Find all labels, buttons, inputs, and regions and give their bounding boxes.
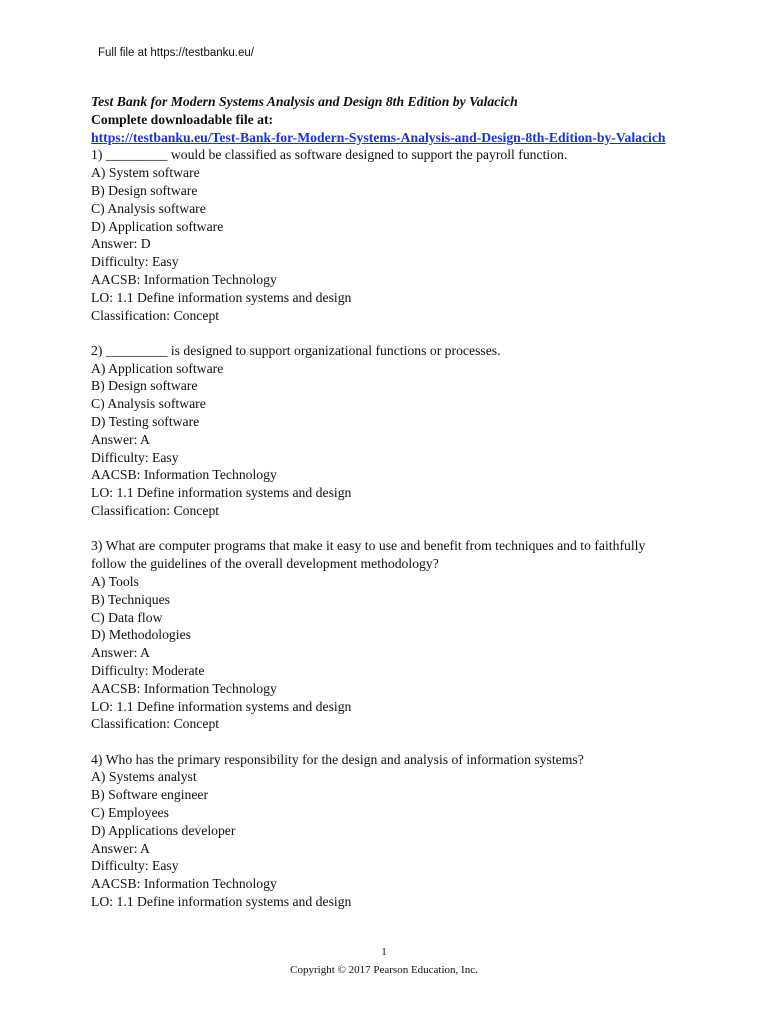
download-link[interactable]: https://testbanku.eu/Test-Bank-for-Modern-Systems-Analysis-and-Design-8th-Edition-by-Valacich	[91, 129, 666, 145]
answer-option: D) Methodologies	[91, 627, 191, 643]
classification: Classification: Concept	[91, 716, 220, 732]
document-body	[91, 93, 681, 928]
answer-option: A) Systems analyst	[91, 769, 197, 785]
correct-answer: Answer: A	[91, 840, 150, 856]
correct-answer: Answer: D	[91, 236, 151, 252]
question-prompt: 4) Who has the primary responsibility for the design and analysis of information systems?	[91, 751, 584, 767]
answer-option: B) Design software	[91, 182, 198, 198]
answer-option: B) Techniques	[91, 591, 170, 607]
classification: Classification: Concept	[91, 503, 220, 519]
aacsb-tag: AACSB: Information Technology	[91, 467, 277, 483]
answer-option: C) Data flow	[91, 609, 163, 625]
page-number: 1	[381, 946, 387, 958]
difficulty: Difficulty: Easy	[91, 254, 179, 270]
correct-answer: Answer: A	[91, 431, 150, 447]
classification: Classification: Concept	[91, 307, 220, 323]
learning-objective: LO: 1.1 Define information systems and design	[91, 485, 352, 501]
aacsb-tag: AACSB: Information Technology	[91, 680, 277, 696]
difficulty: Difficulty: Moderate	[91, 662, 205, 678]
learning-objective: LO: 1.1 Define information systems and design	[91, 698, 352, 714]
answer-option: A) Application software	[91, 360, 224, 376]
answer-option: A) System software	[91, 165, 200, 181]
question-prompt: 1) _________ would be classified as software designed to support the payroll function.	[91, 147, 568, 163]
learning-objective: LO: 1.1 Define information systems and design	[91, 289, 352, 305]
answer-option: B) Design software	[91, 378, 198, 394]
aacsb-tag: AACSB: Information Technology	[91, 876, 277, 892]
question-4	[91, 751, 681, 911]
question-1	[91, 146, 681, 324]
document-title: Test Bank for Modern Systems Analysis and Design 8th Edition by Valacich	[91, 94, 518, 109]
difficulty: Difficulty: Easy	[91, 449, 179, 465]
answer-option: C) Analysis software	[91, 200, 206, 216]
download-label: Complete downloadable file at:	[91, 111, 274, 127]
difficulty: Difficulty: Easy	[91, 858, 179, 874]
answer-option: D) Application software	[91, 218, 224, 234]
answer-option: D) Testing software	[91, 414, 200, 430]
copyright-notice: Copyright © 2017 Pearson Education, Inc.	[290, 964, 478, 976]
question-2	[91, 342, 681, 520]
learning-objective: LO: 1.1 Define information systems and design	[91, 893, 352, 909]
question-prompt: 3) What are computer programs that make it easy to use and benefit from techniques and to faithfully follow the guidelines of the overall development methodology?	[91, 538, 646, 572]
answer-option: B) Software engineer	[91, 787, 209, 803]
answer-option: D) Applications developer	[91, 822, 236, 838]
correct-answer: Answer: A	[91, 645, 150, 661]
answer-option: C) Analysis software	[91, 396, 206, 412]
answer-option: C) Employees	[91, 804, 169, 820]
answer-option: A) Tools	[91, 573, 139, 589]
header-note: Full file at https://testbanku.eu/	[98, 47, 254, 59]
question-prompt: 2) _________ is designed to support organizational functions or processes.	[91, 342, 501, 358]
question-3	[91, 537, 681, 733]
aacsb-tag: AACSB: Information Technology	[91, 271, 277, 287]
